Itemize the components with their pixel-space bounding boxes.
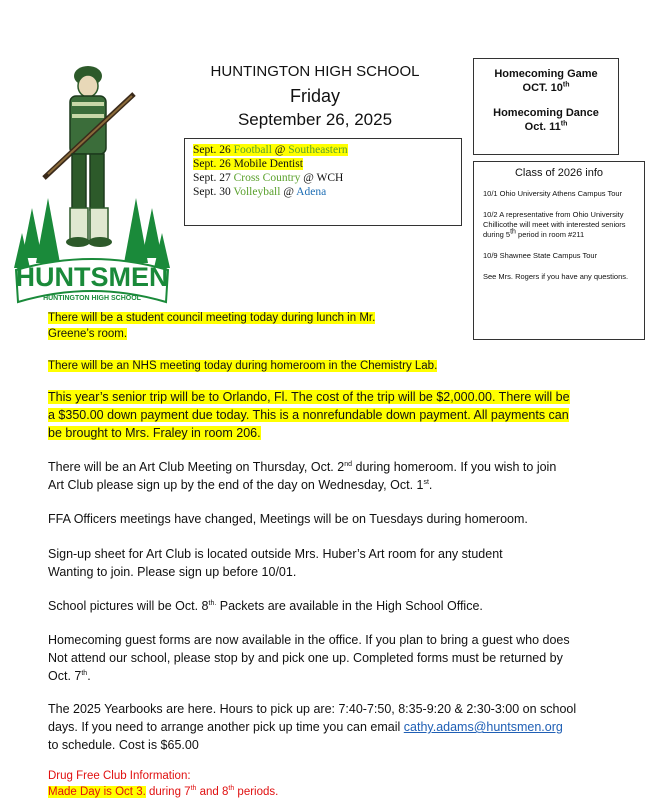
schedule-sep: @ xyxy=(280,186,297,198)
school-pictures-announcement: School pictures will be Oct. $8^{th.}$ Packets are available in the High School Office. xyxy=(48,599,483,613)
schedule-date: Sept. 27 xyxy=(193,172,231,184)
senior-trip-announcement: This year’s senior trip will be to Orlando, Fl. The cost of the trip will be $2,000.00. There will be a $350.00 down payment due today. This is a nonrefundable down payment. All payments can be brought to Mrs. Fraley in room 206. xyxy=(48,390,570,440)
homecoming-game-date: OCT. 10th xyxy=(522,81,570,94)
student-council-announcement: There will be a student council meeting today during lunch in Mr. Greene’s room. xyxy=(48,312,376,340)
schedule-event: Football xyxy=(233,144,272,156)
class-2026-item: 10/9 Shawnee State Campus Tour xyxy=(483,251,598,260)
logo-subtext: HUNTINGTON HIGH SCHOOL xyxy=(43,295,141,302)
schedule-date: Sept. 26 xyxy=(193,144,231,156)
homecoming-dance-date: Oct. 11th xyxy=(524,120,568,133)
schedule-row xyxy=(193,185,348,199)
schedule-box xyxy=(184,138,462,226)
day-of-week: Friday xyxy=(289,86,340,106)
homecoming-dance-label: Homecoming Dance xyxy=(493,107,599,119)
schedule-date: Sept. 26 xyxy=(193,158,231,170)
schedule-sep: @ xyxy=(271,144,289,156)
schedule-event: Mobile Dentist xyxy=(233,158,303,170)
date-heading: September 26, 2025 xyxy=(237,110,393,129)
art-club-announcement: There will be an Art Club Meeting on Thursday, Oct. 2nd during homeroom. If you wish to join Art Club please sign up by the end of the day on Wednesday, Oct. 1st. xyxy=(48,460,557,492)
class-2026-item: 10/2 A representative from Ohio University Chillicothe will meet with interested seniors during 5th period in room #211 xyxy=(483,210,626,239)
huntsmen-logo xyxy=(12,58,172,310)
homecoming-box xyxy=(473,58,619,155)
class-2026-title: Class of 2026 info xyxy=(514,167,604,179)
homecoming-guest-announcement: Homecoming guest forms are now available in the office. If you plan to bring a guest who does Not attend our school, please stop by and pick one up. Completed forms must be returned by Oct. 7th. xyxy=(48,633,570,683)
schedule-place: Adena xyxy=(296,186,327,198)
schedule-event: Cross Country xyxy=(233,172,301,184)
yearbook-announcement: The 2025 Yearbooks are here. Hours to pick up are: 7:40-7:50, 8:35-9:20 & 2:30-3:00 on school days. If you need to arrange another pick up time you can email cathy.adams@huntsmen.org to schedule. Cost is $65.00 xyxy=(48,702,577,752)
schedule-row xyxy=(193,143,348,157)
school-name: HUNTINGTON HIGH SCHOOL xyxy=(210,63,420,80)
schedule-event: Volleyball xyxy=(233,186,281,198)
schedule-date: Sept. 30 xyxy=(193,186,231,198)
nhs-announcement: There will be an NHS meeting today during homeroom in the Chemistry Lab. xyxy=(48,360,438,372)
schedule-place: WCH xyxy=(316,172,344,184)
schedule-row xyxy=(193,157,348,171)
logo-text: HUNTSMEN xyxy=(15,262,169,292)
schedule-row xyxy=(193,171,348,185)
schedule-sep: @ xyxy=(300,172,317,184)
art-signup-announcement: Sign-up sheet for Art Club is located outside Mrs. Huber’s Art room for any student Wanting to join. Please sign up before 10/01. xyxy=(48,547,503,579)
class-2026-item: See Mrs. Rogers if you have any questions. xyxy=(483,272,629,281)
schedule-place: Southeastern xyxy=(288,144,348,156)
yearbook-email-link[interactable]: cathy.adams@huntsmen.org xyxy=(403,720,563,734)
homecoming-game-label: Homecoming Game xyxy=(494,68,598,80)
drug-free-club-announcement: Drug Free Club Information: Made Day is Oct 3. during 7th and 8th periods. xyxy=(48,770,279,798)
class-2026-item: 10/1 Ohio University Athens Campus Tour xyxy=(483,189,623,198)
ffa-announcement: FFA Officers meetings have changed, Meetings will be on Tuesdays during homeroom. xyxy=(48,512,528,526)
